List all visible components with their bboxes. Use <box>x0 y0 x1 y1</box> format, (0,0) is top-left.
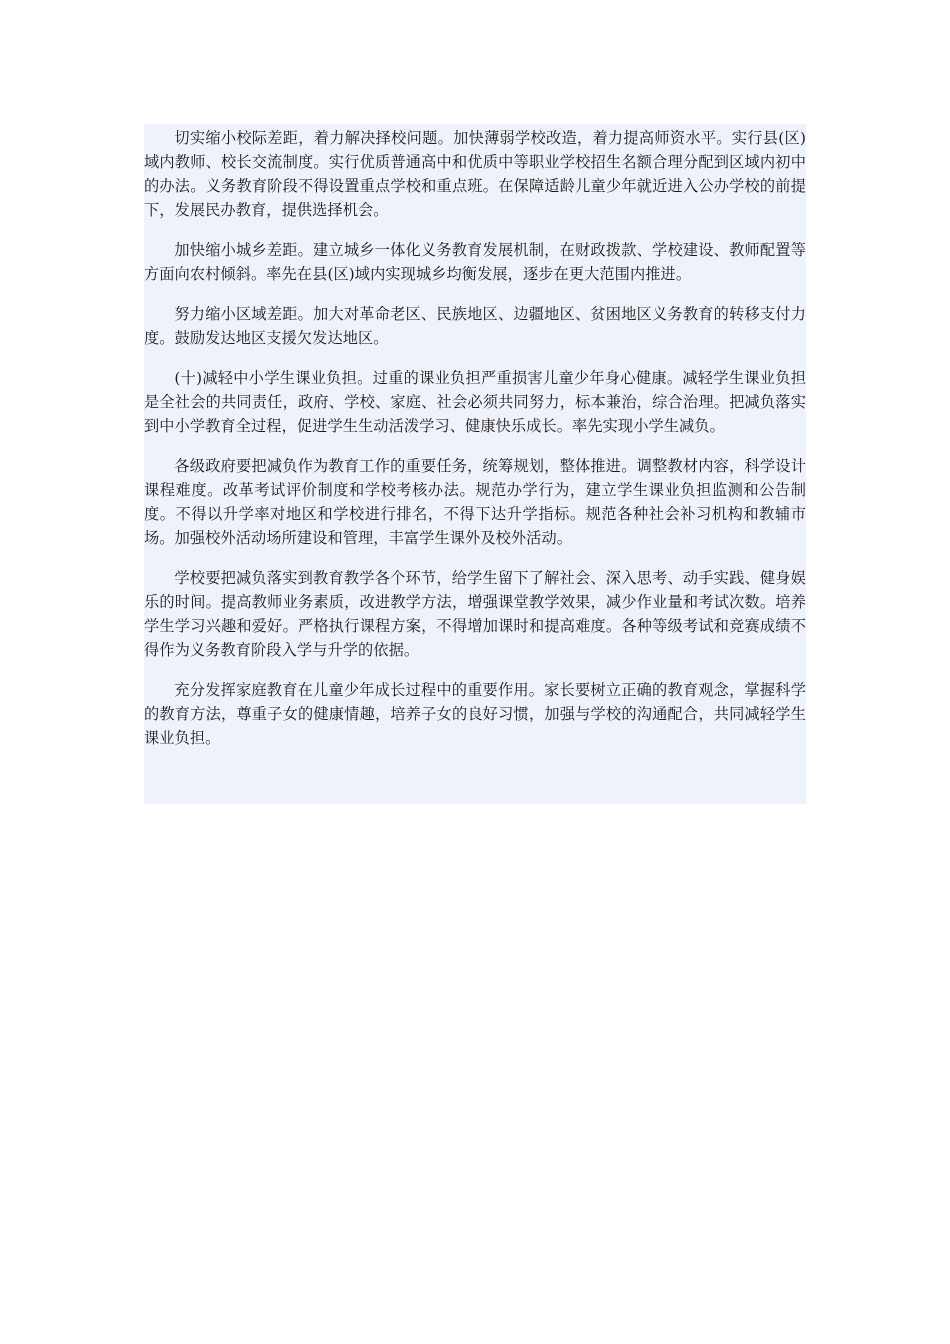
paragraph-school-duty: 学校要把减负落实到教育教学各个环节，给学生留下了解社会、深入思考、动手实践、健身娱乐的时间。提高教师业务素质，改进教学方法，增强课堂教学效果，减少作业量和考试次数。培养学生学习兴趣和爱好。严格执行课程方案，不得增加课时和提高难度。各种等级考试和竞赛成绩不得作为义务教育阶段入学与升学的依据。 <box>144 569 806 659</box>
document-text-block <box>144 124 806 804</box>
paragraph-regional-gap: 努力缩小区域差距。加大对革命老区、民族地区、边疆地区、贫困地区义务教育的转移支付力度。鼓励发达地区支援欠发达地区。 <box>144 305 806 347</box>
paragraph-school-gap: 切实缩小校际差距，着力解决择校问题。加快薄弱学校改造，着力提高师资水平。实行县(区)域内教师、校长交流制度。实行优质普通高中和优质中等职业学校招生名额合理分配到区域内初中的办法。义务教育阶段不得设置重点学校和重点班。在保障适龄儿童少年就近进入公办学校的前提下，发展民办教育，提供选择机会。 <box>144 129 806 219</box>
paragraph-urban-rural-gap: 加快缩小城乡差距。建立城乡一体化义务教育发展机制，在财政拨款、学校建设、教师配置等方面向农村倾斜。率先在县(区)域内实现城乡均衡发展，逐步在更大范围内推进。 <box>144 241 806 283</box>
paragraph-government-duty: 各级政府要把减负作为教育工作的重要任务，统筹规划，整体推进。调整教材内容，科学设计课程难度。改革考试评价制度和学校考核办法。规范办学行为，建立学生课业负担监测和公告制度。不得以升学率对地区和学校进行排名，不得下达升学指标。规范各种社会补习机构和教辅市场。加强校外活动场所建设和管理，丰富学生课外及校外活动。 <box>144 457 806 547</box>
paragraph-reduce-burden: (十)减轻中小学生课业负担。过重的课业负担严重损害儿童少年身心健康。减轻学生课业负担是全社会的共同责任，政府、学校、家庭、社会必须共同努力，标本兼治，综合治理。把减负落实到中小学教育全过程，促进学生生动活泼学习、健康快乐成长。率先实现小学生减负。 <box>144 369 806 435</box>
paragraph-family-role: 充分发挥家庭教育在儿童少年成长过程中的重要作用。家长要树立正确的教育观念，掌握科学的教育方法，尊重子女的健康情趣，培养子女的良好习惯，加强与学校的沟通配合，共同减轻学生课业负担。 <box>144 681 806 747</box>
